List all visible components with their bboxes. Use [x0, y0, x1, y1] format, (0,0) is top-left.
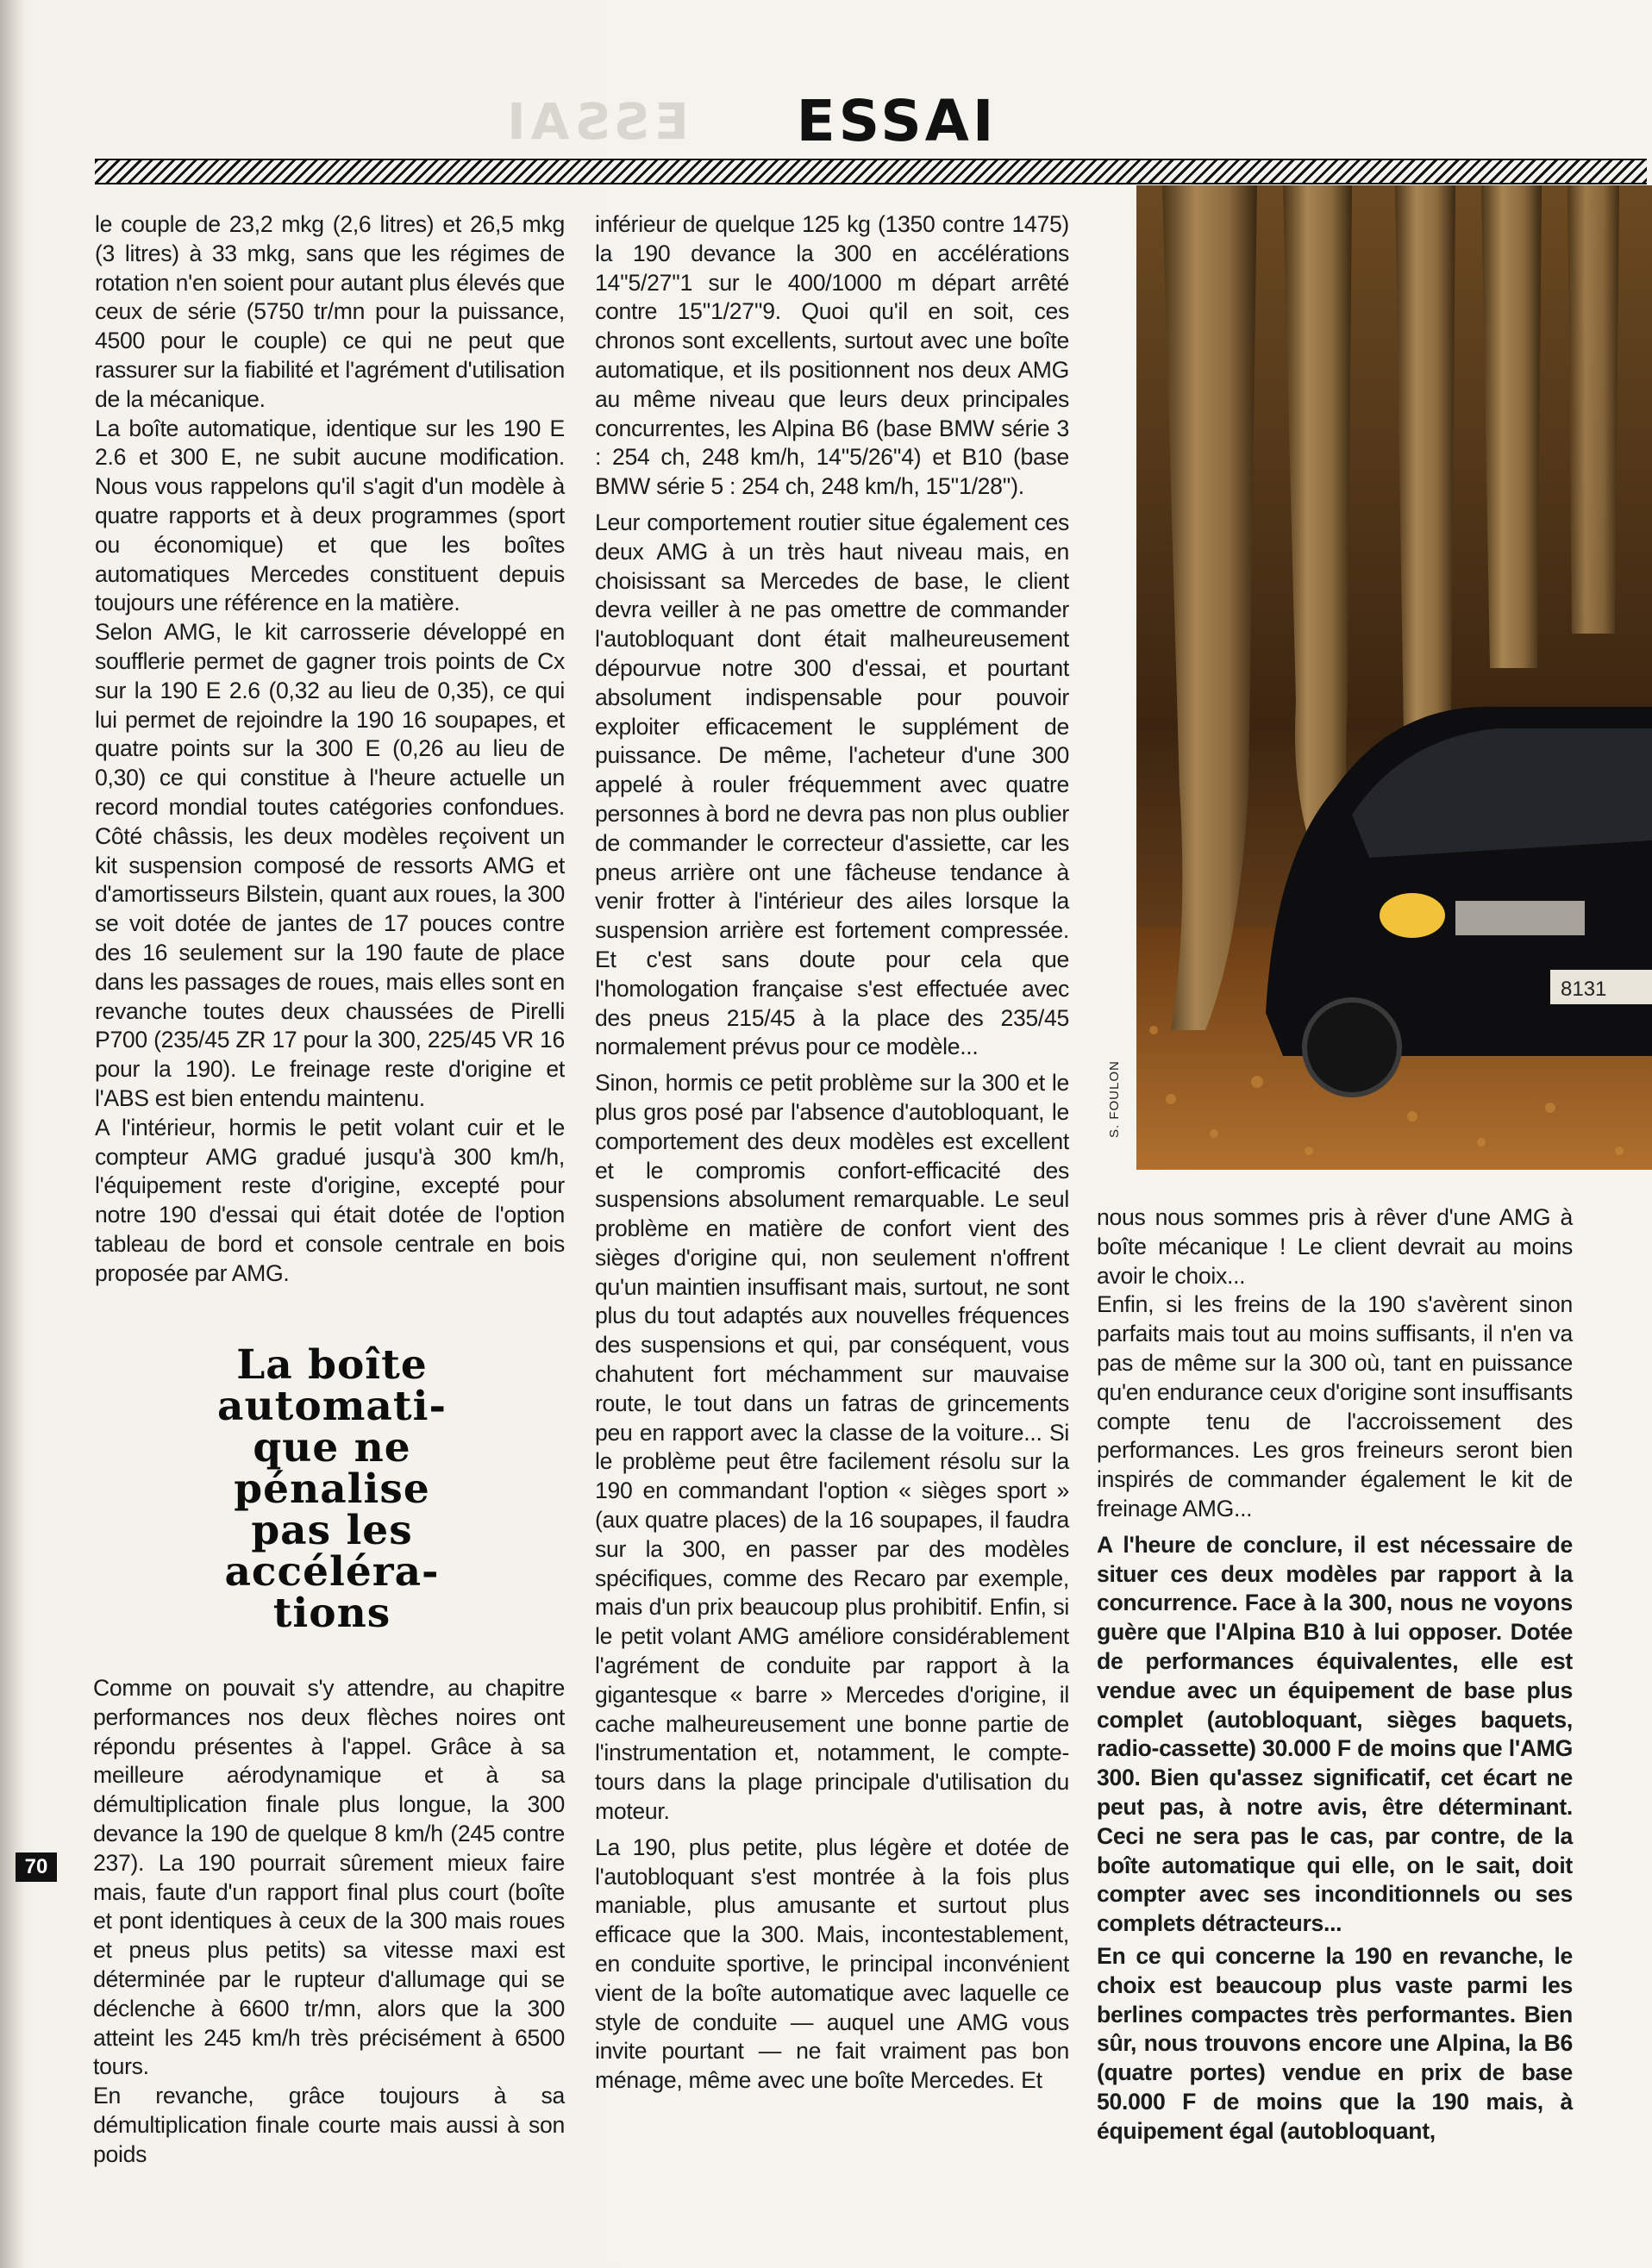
- pull-quote-line: La boîte: [236, 1341, 428, 1389]
- paragraph: le couple de 23,2 mkg (2,6 litres) et 26,5 mkg (3 litres) à 33 mkg, sans que les régimes de rotation n'en soient pour autant plus élevés que ceux de série (5750 tr/mn pour la puissance, 4500 pour le couple) ce qui ne peut que rassurer sur la fiabilité et l'agrément d'utilisation de la mécanique.: [95, 211, 565, 412]
- paragraph: En revanche, grâce toujours à sa démultiplication finale courte mais aussi à son poids: [93, 2083, 565, 2167]
- pull-quote-line: pas les: [251, 1507, 413, 1554]
- paragraph: Comme on pouvait s'y attendre, au chapitre performances nos deux flèches noires ont répondu présentes à l'appel. Grâce à sa meilleure aérodynamique et à sa démultiplication finale plus longue, la 300 devance la 190 de quelque 8 km/h (245 contre 237). La 190 pourrait sûrement mieux faire mais, faute d'un rapport final plus court (boîte et pont identiques à ceux de la 300 mais roues et pneus plus petits) sa vitesse maxi est déterminée par le rupteur d'allumage qui se déclenche à 6600 tr/mn, alors que la 300 atteint les 245 km/h très précisément à 6500 tours.: [93, 1675, 565, 2080]
- paragraph: A l'intérieur, hormis le petit volant cuir et le compteur AMG gradué jusqu'à 300 km/h, l'équipement reste d'origine, excepté pour notre 190 d'essai qui était dotée de l'option tableau de bord et console centrale en bois proposée par AMG.: [95, 1114, 565, 1286]
- pull-quote-line: tions: [272, 1590, 391, 1637]
- pull-quote-line: accéléra-: [224, 1548, 440, 1596]
- show-through-text: ESSAI: [502, 92, 690, 151]
- photo-credit: S. FOULON: [1107, 1060, 1122, 1138]
- column-1-bottom: [93, 1674, 565, 2170]
- photo-illustration: [1136, 185, 1652, 1170]
- car-headlight: [1380, 893, 1445, 938]
- paragraph: Sinon, hormis ce petit problème sur la 300 et le plus gros posé par l'absence d'autobloquant, le comportement des deux modèles est excellent et le compromis confort-efficacité des suspensions absolument remarquable. Le seul problème en matière de confort vient des sièges d'origine qui, non seulement n'offrent qu'un maintien insuffisant mais, surtout, ne sont plus du tout adaptés aux nouvelles fréquences des suspensions et qui, par conséquent, vous chahutent fort méchamment sur mauvaise route, le tout dans un fatras de grincements peu en rapport avec la classe de la voiture... Si le problème peut être facilement résolu sur la 190 en commandant l'option « sièges sport » (aux quatre places) de la 16 soupapes, il faudra sur la 300, en passer par des modèles spécifiques, comme des Recaro par exemple, mais d'un prix beaucoup plus prohibitif. Enfin, si le petit volant AMG améliore considérablement l'agrément de conduite par rapport à la gigantesque « barre » Mercedes d'origine, il cache malheureusement une bonne partie de l'instrumentation et, notamment, le compte-tours dans la plage principale d'utilisation du moteur.: [595, 1070, 1069, 1825]
- page-number: 70: [16, 1853, 57, 1882]
- pull-quote-line: que ne: [253, 1424, 411, 1471]
- pull-quote: [129, 1341, 535, 1637]
- paragraph: Leur comportement routier situe également ces deux AMG à un très haut niveau mais, en choisissant sa Mercedes de base, le client devra veiller à ne pas omettre de commander l'autobloquant dont était malheureusement dépourvue notre 300 d'essai, et pourtant absolument indispensable pour pouvoir exploiter efficacement le supplément de puissance. De même, l'acheteur d'une 300 appelé à rouler fréquemment avec quatre personnes à bord ne devra pas non plus oublier de commander le correcteur d'assiette, car les pneus arrière ont une fâcheuse tendance à venir frotter à l'intérieur des ailes lorsque la suspension arrière est fortement compressée. Et c'est sans doute pour cela que l'homologation française s'est effectuée avec des pneus 215/45 à la place des 235/45 normalement prévus pour ce modèle...: [595, 509, 1069, 1060]
- hatched-header-rule: [95, 159, 1647, 184]
- license-plate-number: 8131: [1561, 978, 1607, 1001]
- car-wheel: [1305, 1000, 1399, 1095]
- paragraph: nous nous sommes pris à rêver d'une AMG à boîte mécanique ! Le client devrait au moins avoir le choix...: [1097, 1204, 1573, 1289]
- section-title: ESSAI: [796, 88, 998, 154]
- pull-quote-line: automati-: [217, 1383, 447, 1430]
- tree-trunk: [1481, 185, 1542, 668]
- car-headlight-right: [1455, 901, 1585, 935]
- bold-paragraph: A l'heure de conclure, il est nécessaire de situer ces deux modèles par rapport à la concurrence. Face à la 300, nous ne voyons guère que l'Alpina B10 à lui opposer. Dotée de performances équivalentes, elle est vendue avec un équipement de base plus complet (autobloquant, sièges baquets, radio-cassette) 30.000 F de moins que l'AMG 300. Bien qu'assez significatif, cet écart ne peut pas, à notre avis, être déterminant. Ceci ne sera pas le cas, par contre, de la boîte automatique qui elle, on le sait, doit compter avec ses inconditionnels ou ses complets détracteurs...: [1097, 1531, 1573, 1937]
- paragraph: La boîte automatique, identique sur les 190 E 2.6 et 300 E, ne subit aucune modification. Nous vous rappelons qu'il s'agit d'un modèle à quatre rapports et à deux programmes (sport ou économique) et que les boîtes automatiques Mercedes constituent depuis toujours une référence en la matière.: [95, 415, 565, 616]
- pull-quote-line: pénalise: [234, 1465, 430, 1513]
- column-2: [595, 210, 1069, 2096]
- column-3: [1097, 1203, 1573, 2146]
- column-1-top: [95, 210, 565, 1288]
- paragraph: Enfin, si les freins de la 190 s'avèrent sinon parfaits mais tout au moins suffisants, il n'en va pas de même sur la 300 où, tant en puissance qu'en endurance ceux d'origine sont insuffisants compte tenu de l'accroissement des performances. Les gros freineurs seront bien inspirés de commander également le kit de freinage AMG...: [1097, 1291, 1573, 1521]
- tree-trunk: [1568, 185, 1619, 634]
- paragraph: La 190, plus petite, plus légère et dotée de l'autobloquant s'est montrée à la fois plus maniable, plus amusante et surtout plus efficace que la 300. Mais, incontestablement, en conduite sportive, le principal inconvénient vient de la boîte automatique avec laquelle ce style de conduite — auquel une AMG vous invite pourtant — ne fait vraiment pas bon ménage, même avec une boîte Mercedes. Et: [595, 1834, 1069, 2094]
- bold-paragraph: En ce qui concerne la 190 en revanche, le choix est beaucoup plus vaste parmi les berlines compactes très performantes. Bien sûr, nous trouvons encore une Alpina, la B6 (quatre portes) vendue en prix de base 50.000 F de moins que la 190 mais, à équipement égal (autobloquant,: [1097, 1942, 1573, 2144]
- paragraph: Selon AMG, le kit carrosserie développé en soufflerie permet de gagner trois points de Cx sur la 190 E 2.6 (0,32 au lieu de 0,35), ce qui lui permet de rejoindre la 190 16 soupapes, et quatre points sur la 300 E (0,26 au lieu de 0,30) ce qui constitue à l'heure actuelle un record mondial toutes catégories confondues. Côté châssis, les deux modèles reçoivent un kit suspension composé de ressorts AMG et d'amortisseurs Bilstein, quant aux roues, la 300 se voit dotée de jantes de 17 pouces contre des 16 seulement sur la 190 faute de place dans les passages de roues, mais elles sont en revanche toutes deux chaussées de Pirelli P700 (235/45 ZR 17 pour la 300, 225/45 VR 16 pour la 190). Le freinage reste d'origine et l'ABS est bien entendu maintenu.: [95, 619, 565, 1111]
- paragraph: inférieur de quelque 125 kg (1350 contre 1475) la 190 devance la 300 en accélérations 14''5/27''1 sur le 400/1000 m départ arrêté contre 15''1/27''9. Quoi qu'il en soit, ces chronos sont excellents, surtout avec une boîte automatique, et ils positionnent nos deux AMG au même niveau que leurs deux principales concurrentes, les Alpina B6 (base BMW série 3 : 254 ch, 248 km/h, 14''5/26''4) et B10 (base BMW série 5 : 254 ch, 248 km/h, 15''1/28'').: [595, 211, 1069, 500]
- page-binding-edge: [0, 0, 24, 2268]
- tree-trunk: [1395, 185, 1455, 737]
- forest-car-photo: [1136, 185, 1652, 1170]
